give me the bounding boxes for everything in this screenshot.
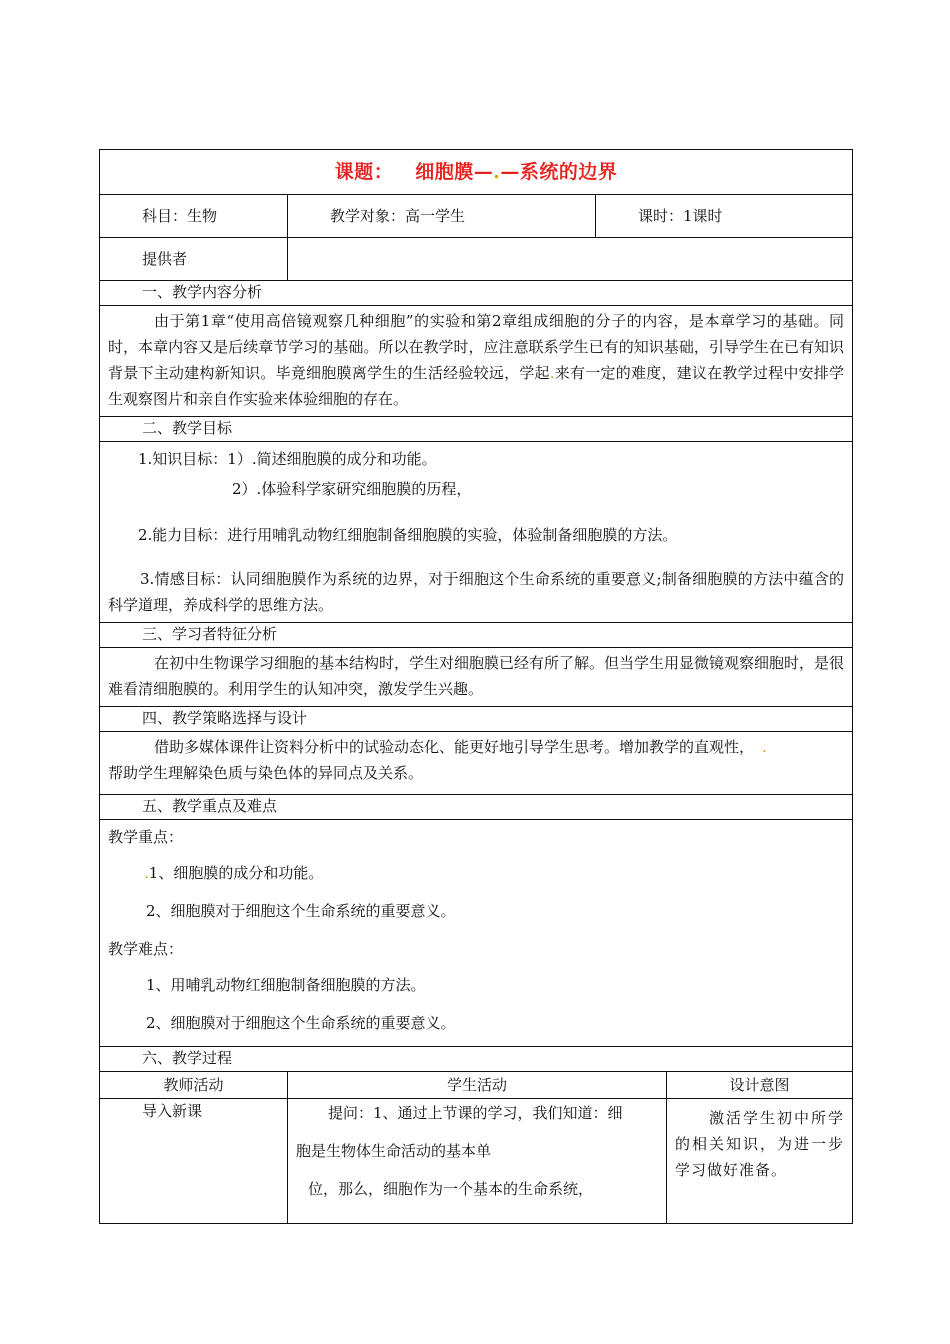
difficulty-2: 2、细胞膜对于细胞这个生命系统的重要意义。 [146,1014,456,1032]
audience-cell: 教学对象：高一学生 [288,195,596,238]
process-col-student: 学生活动 [288,1072,667,1099]
subject-cell: 科目：生物 [100,195,288,238]
strategy-text-a: 借助多媒体课件让资料分析中的试验动态化、能更好地引导学生思考。增加教学的直观性， [154,738,755,756]
goal-knowledge-2: 2）.体验科学家研究细胞膜的历程， [232,480,472,498]
content-analysis-dot: . [549,364,555,382]
lesson-plan-table [99,149,853,1224]
section-strategy-heading: 四、教学策略选择与设计 [100,707,853,732]
key-point-1-text: 1、细胞膜的成分和功能。 [148,864,324,882]
section-key-points-heading: 五、教学重点及难点 [100,795,853,820]
section-goals-body [100,442,853,623]
section-strategy-text [100,732,853,795]
process-row-student [288,1099,667,1224]
difficulty-label: 教学难点： [108,940,184,958]
process-col-teacher: 教师活动 [100,1072,288,1099]
section-content-analysis-text [100,306,853,417]
section-content-analysis-heading: 一、教学内容分析 [100,281,853,306]
section-learner-text [100,648,853,707]
key-point-2: 2、细胞膜对于细胞这个生命系统的重要意义。 [146,902,456,920]
process-col-intent: 设计意图 [667,1072,853,1099]
title-prefix: 课题： [334,160,394,183]
student-line-1: 提问：1、通过上节课的学习，我们知道：细 [328,1104,623,1122]
content-analysis-text-a: 由于第1章“使用高倍镜观察几种细胞”的实验和第2章组成细胞的分子的内容，是本章学习的基础。同时，本章内容又是后续章节学习的基础。所以在教学时，应注意联系学生已有的知识基础，引导学生在已有知识背景下主动建构新知识。毕竟细胞膜离学生的生活经验较远，学起 [108,312,845,382]
section-key-points-body [100,820,853,1047]
goal-knowledge-1: 1.知识目标：1）.简述细胞膜的成分和功能。 [138,450,437,468]
section-process-heading: 六、教学过程 [100,1047,853,1072]
learner-text: 在初中生物课学习细胞的基本结构时，学生对细胞膜已经有所了解。但当学生用显微镜观察细胞时，是很难看清细胞膜的。利用学生的认知冲突，激发学生兴趣。 [108,654,845,698]
provider-label: 提供者 [100,238,288,281]
student-line-3: 位，那么，细胞作为一个基本的生命系统， [308,1180,594,1198]
provider-value [288,238,853,281]
title-cell [100,150,853,195]
process-row-teacher: 导入新课 [100,1099,288,1224]
process-row-intent [667,1099,853,1224]
lesson-plan-sheet [99,149,852,1224]
key-point-1 [108,860,844,886]
title-rest: —系统的边界 [500,160,618,183]
section-learner-heading: 三、学习者特征分析 [100,623,853,648]
key-label: 教学重点： [108,828,184,846]
strategy-text-b: 帮助学生理解染色质与染色体的异同点及关系。 [108,764,424,782]
hours-cell: 课时：1课时 [596,195,853,238]
goal-emotion: 3.情感目标：认同细胞膜作为系统的边界，对于细胞这个生命系统的重要意义;制备细胞膜的方法中蕴含的科学道理，养成科学的思维方法。 [108,570,845,614]
strategy-dot: . [762,738,767,756]
section-goals-heading: 二、教学目标 [100,417,853,442]
content-analysis-text-b: 来有一定的难度，建议在教学过程中安排学生观察图片和亲自作实验来体验细胞的存在。 [108,364,845,408]
key-point-1-dot: . [144,864,149,882]
goal-ability: 2.能力目标：进行用哺乳动物红细胞制备细胞膜的实验，体验制备细胞膜的方法。 [138,526,678,544]
difficulty-1: 1、用哺乳动物红细胞制备细胞膜的方法。 [146,976,426,994]
title-dot: . [493,160,501,183]
page-title [335,161,618,183]
intent-text: 激活学生初中所学的相关知识，为进一步学习做好准备。 [675,1109,845,1179]
title-main: 细胞膜— [415,160,494,183]
student-line-2: 胞是生物体生命活动的基本单 [296,1142,492,1160]
